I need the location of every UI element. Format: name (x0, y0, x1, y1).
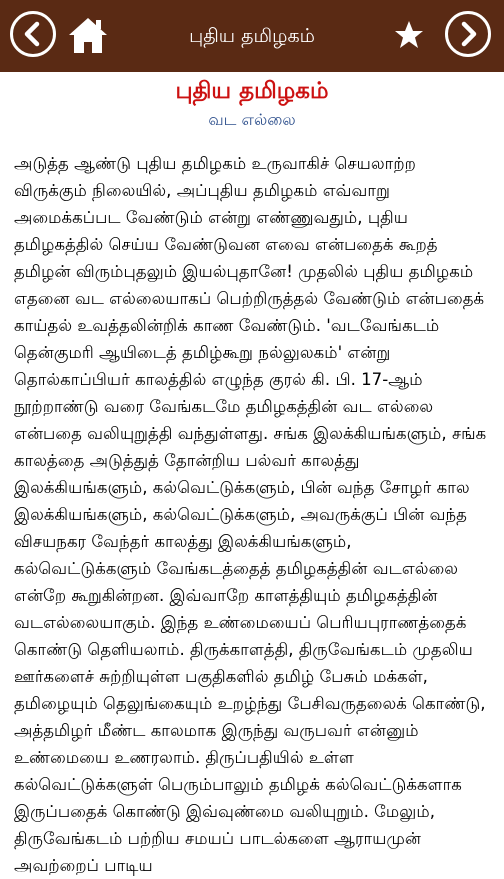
star-icon (392, 18, 426, 52)
forward-button[interactable] (445, 11, 491, 57)
chevron-right-icon (448, 14, 488, 54)
header-title: புதிய தமிழகம் (189, 25, 315, 47)
favorite-button[interactable] (392, 18, 426, 52)
article-paragraph: அடுத்த ஆண்டு புதிய தமிழகம் உருவாகிச் செயலாற்ற விருக்கும் நிலையில், அப்புதிய தமிழகம் எவ்வாறு அமைக்கப்பட வேண்டும் என்று எண்ணுவதும், புதிய தமிழகத்தில் செய்ய வேண்டுவன எவை என்பதைக் கூறத் தமிழன் விரும்புதலும் இயல்புதானே! முதலில் புதிய தமிழகம் எதனை வட எல்லையாகப் பெற்றிருத்தல் வேண்டும் என்பதைக் காய்தல் உவத்தலின்றிக் காண வேண்டும். 'வடவேங்கடம் தென்குமரி ஆயிடைத் தமிழ்கூறு நல்லுலகம்' என்று தொல்காப்பியர் காலத்தில் எழுந்த குரல் கி. பி. 17-ஆம் நூற்றாண்டு வரை வேங்கடமே தமிழகத்தின் வட எல்லை என்பதை வலியுறுத்தி வந்துள்ளது. சங்க இலக்கியங்களும், சங்க காலத்தை அடுத்துத் தோன்றிய பல்வர் காலத்து இலக்கியங்களும், கல்வெட்டுக்களும், பின் வந்த சோழர் கால இலக்கியங்களும், கல்வெட்டுக்களும், அவருக்குப் பின் வந்த விசயநகர வேந்தர் காலத்து இலக்கியங்களும், கல்வெட்டுக்களும் வேங்கடத்தைத் தமிழகத்தின் வடஎல்லை என்றே கூறுகின்றன. இவ்வாறே காளத்தியும் தமிழகத்தின் வடஎல்லையாகும். இந்த உண்மையைப் பெரியபுராணத்தைக் கொண்டு தெளியலாம். திருக்காளத்தி, திருவேங்கடம் முதலிய ஊர்களைச் சுற்றியுள்ள பகுதிகளில் தமிழ் பேசும் மக்கள், தமிழையும் தெலுங்கையும் உறழ்ந்து பேசிவருதலைக் கொண்டு, அத்தமிழர் மீண்ட காலமாக இருந்து வருபவர் என்னும் உண்மையை உணரலாம். திருப்பதியில் உள்ள கல்வெட்டுக்களுள் பெரும்பாலும் தமிழக் கல்வெட்டுக்களாக இருப்பதைக் கொண்டு இவ்வுண்மை வலியுறும். மேலும், திருவேங்கடம் பற்றிய சமயப் பாடல்களை ஆராயமுன் அவற்றைப் பாடிய (14, 154, 487, 875)
app-header (0, 0, 504, 72)
page-title: புதிய தமிழகம் (175, 78, 329, 104)
section-subtitle: வட எல்லை (208, 110, 296, 129)
article-body (14, 150, 492, 879)
